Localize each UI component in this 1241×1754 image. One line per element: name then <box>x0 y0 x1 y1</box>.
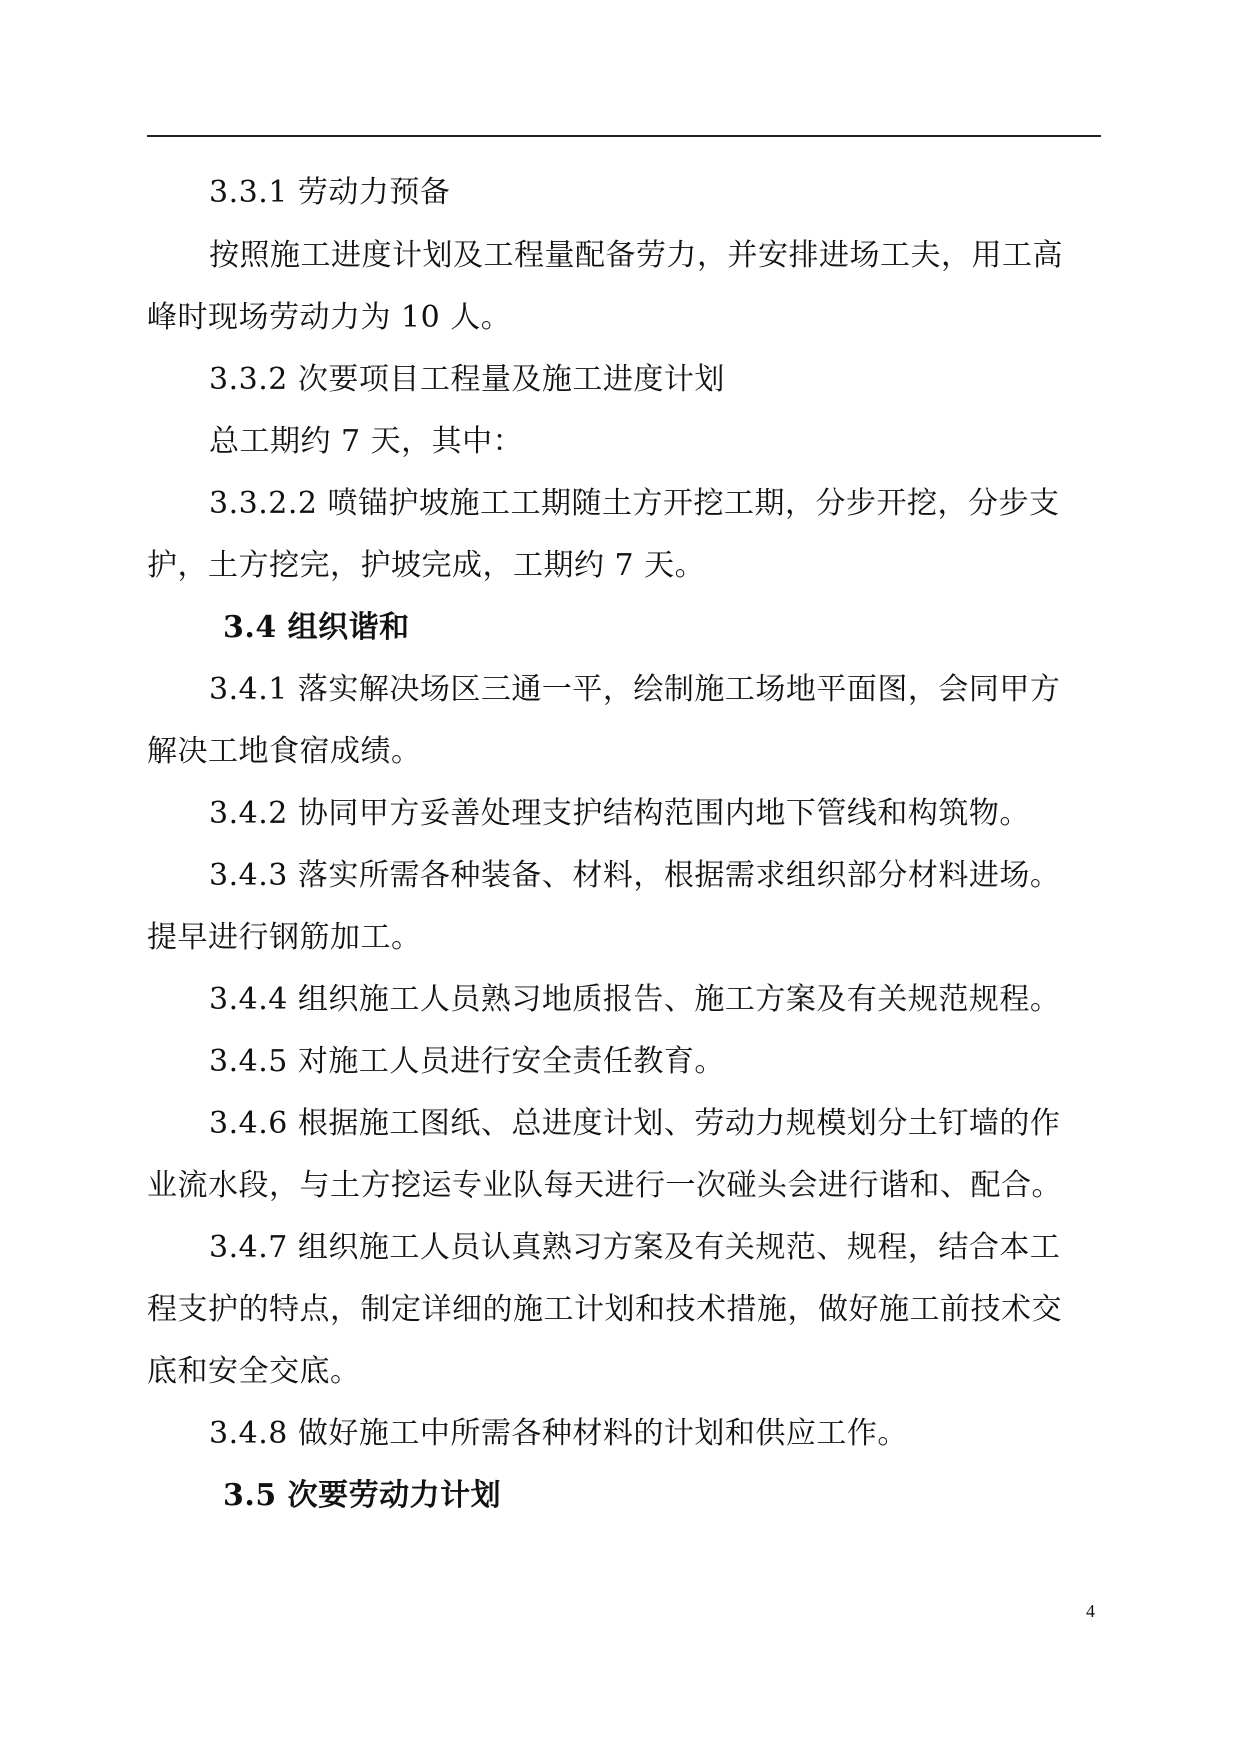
paragraph-line: 峰时现场劳动力为 10 人。 <box>147 300 512 335</box>
paragraph-line: 总工期约 7 天，其中： <box>209 424 524 459</box>
paragraph-line: 3.4.8 做好施工中所需各种材料的计划和供应工作。 <box>209 1416 908 1451</box>
paragraph-line: 3.4.7 组织施工人员认真熟习方案及有关规范、规程，结合本工 <box>209 1230 1061 1265</box>
header-rule <box>147 135 1101 137</box>
paragraph-line: 3.4.3 落实所需各种装备、材料，根据需求组织部分材料进场。 <box>209 858 1061 893</box>
subsection-3-3-2-title: 3.3.2 次要项目工程量及施工进度计划 <box>209 362 725 397</box>
subsection-3-3-1-title: 3.3.1 劳动力预备 <box>209 175 451 210</box>
paragraph-line: 3.4.4 组织施工人员熟习地质报告、施工方案及有关规范规程。 <box>209 982 1061 1017</box>
section-3-4-heading: 3.4 组织谐和 <box>223 610 410 645</box>
paragraph-line: 程支护的特点，制定详细的施工计划和技术措施，做好施工前技术交 <box>147 1292 1062 1327</box>
paragraph-line: 按照施工进度计划及工程量配备劳力，并安排进场工夫，用工高 <box>209 238 1063 273</box>
paragraph-line: 底和安全交底。 <box>147 1354 361 1389</box>
paragraph-line: 3.3.2.2 喷锚护坡施工工期随土方开挖工期，分步开挖，分步支 <box>209 486 1060 521</box>
paragraph-line: 3.4.5 对施工人员进行安全责任教育。 <box>209 1044 725 1079</box>
page-number: 4 <box>1086 1601 1095 1621</box>
paragraph-line: 3.4.1 落实解决场区三通一平，绘制施工场地平面图，会同甲方 <box>209 672 1061 707</box>
paragraph-line: 3.4.6 根据施工图纸、总进度计划、劳动力规模划分土钉墙的作 <box>209 1106 1061 1141</box>
paragraph-line: 护，土方挖完，护坡完成，工期约 7 天。 <box>147 548 706 583</box>
paragraph-line: 解决工地食宿成绩。 <box>147 734 422 769</box>
paragraph-line: 业流水段，与土方挖运专业队每天进行一次碰头会进行谐和、配合。 <box>147 1168 1062 1203</box>
section-3-5-heading: 3.5 次要劳动力计划 <box>223 1478 502 1513</box>
paragraph-line: 提早进行钢筋加工。 <box>147 920 422 955</box>
paragraph-line: 3.4.2 协同甲方妥善处理支护结构范围内地下管线和构筑物。 <box>209 796 1030 831</box>
